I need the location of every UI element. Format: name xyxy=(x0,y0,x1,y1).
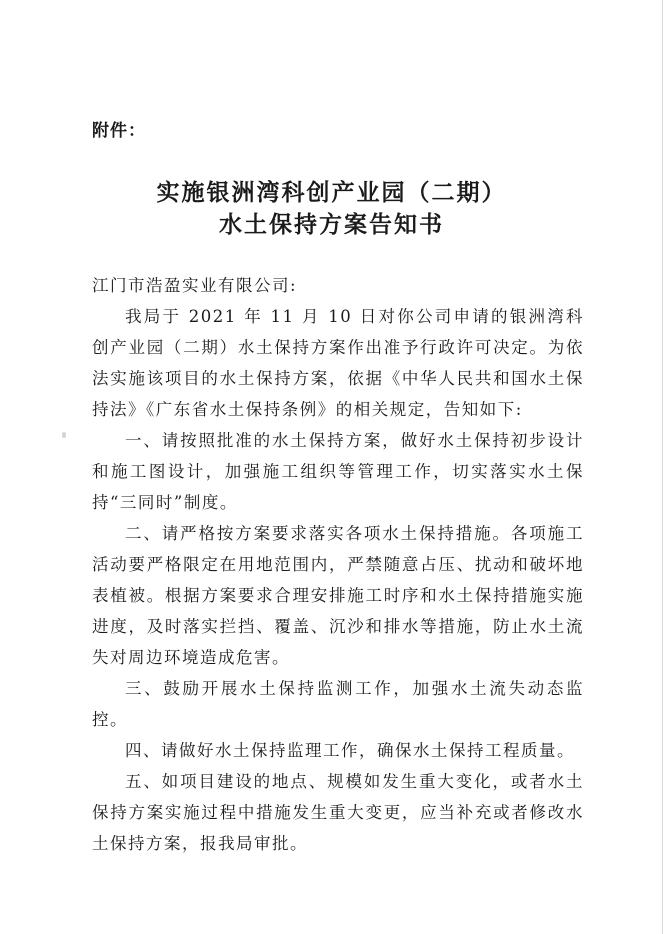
paragraph-item-4: 四、请做好水土保持监理工作，确保水土保持工程质量。 xyxy=(125,741,575,760)
scan-mark xyxy=(62,432,66,438)
title-line-2: 水土保持方案告知书 xyxy=(219,212,444,238)
attachment-label: 附件： xyxy=(92,121,146,141)
salutation: 江门市浩盈实业有限公司: xyxy=(92,276,298,295)
paragraph-item-3: 三、鼓励开展水土保持监测工作，加强水土流失动态监控。 xyxy=(92,679,584,729)
paragraph-intro: 我局于 2021 年 11 月 10 日对你公司申请的银洲湾科创产业园（二期）水土保持方案作出准予行政许可决定。为依法实施该项目的水土保持方案，依据《中华人民共和国水土保持法》《广东省水土保持条例》的相关规定，告知如下: xyxy=(92,307,584,419)
paragraph-item-5: 五、如项目建设的地点、规模如发生重大变化，或者水土保持方案实施过程中措施发生重大变更，应当补充或者修改水土保持方案，报我局审批。 xyxy=(92,772,584,853)
paragraph-item-1: 一、请按照批准的水土保持方案，做好水土保持初步设计和施工图设计，加强施工组织等管理工作，切实落实水土保持“三同时”制度。 xyxy=(92,431,584,512)
paragraph-item-2: 二、请严格按方案要求落实各项水土保持措施。各项施工活动要严格限定在用地范围内，严禁随意占压、扰动和破坏地表植被。根据方案要求合理安排施工时序和水土保持措施实施进度，及时落实拦挡、覆盖、沉沙和排水等措施，防止水土流失对周边环境造成危害。 xyxy=(92,524,584,667)
title-line-1: 实施银洲湾科创产业园（二期） xyxy=(156,180,507,206)
document-body xyxy=(92,270,584,859)
